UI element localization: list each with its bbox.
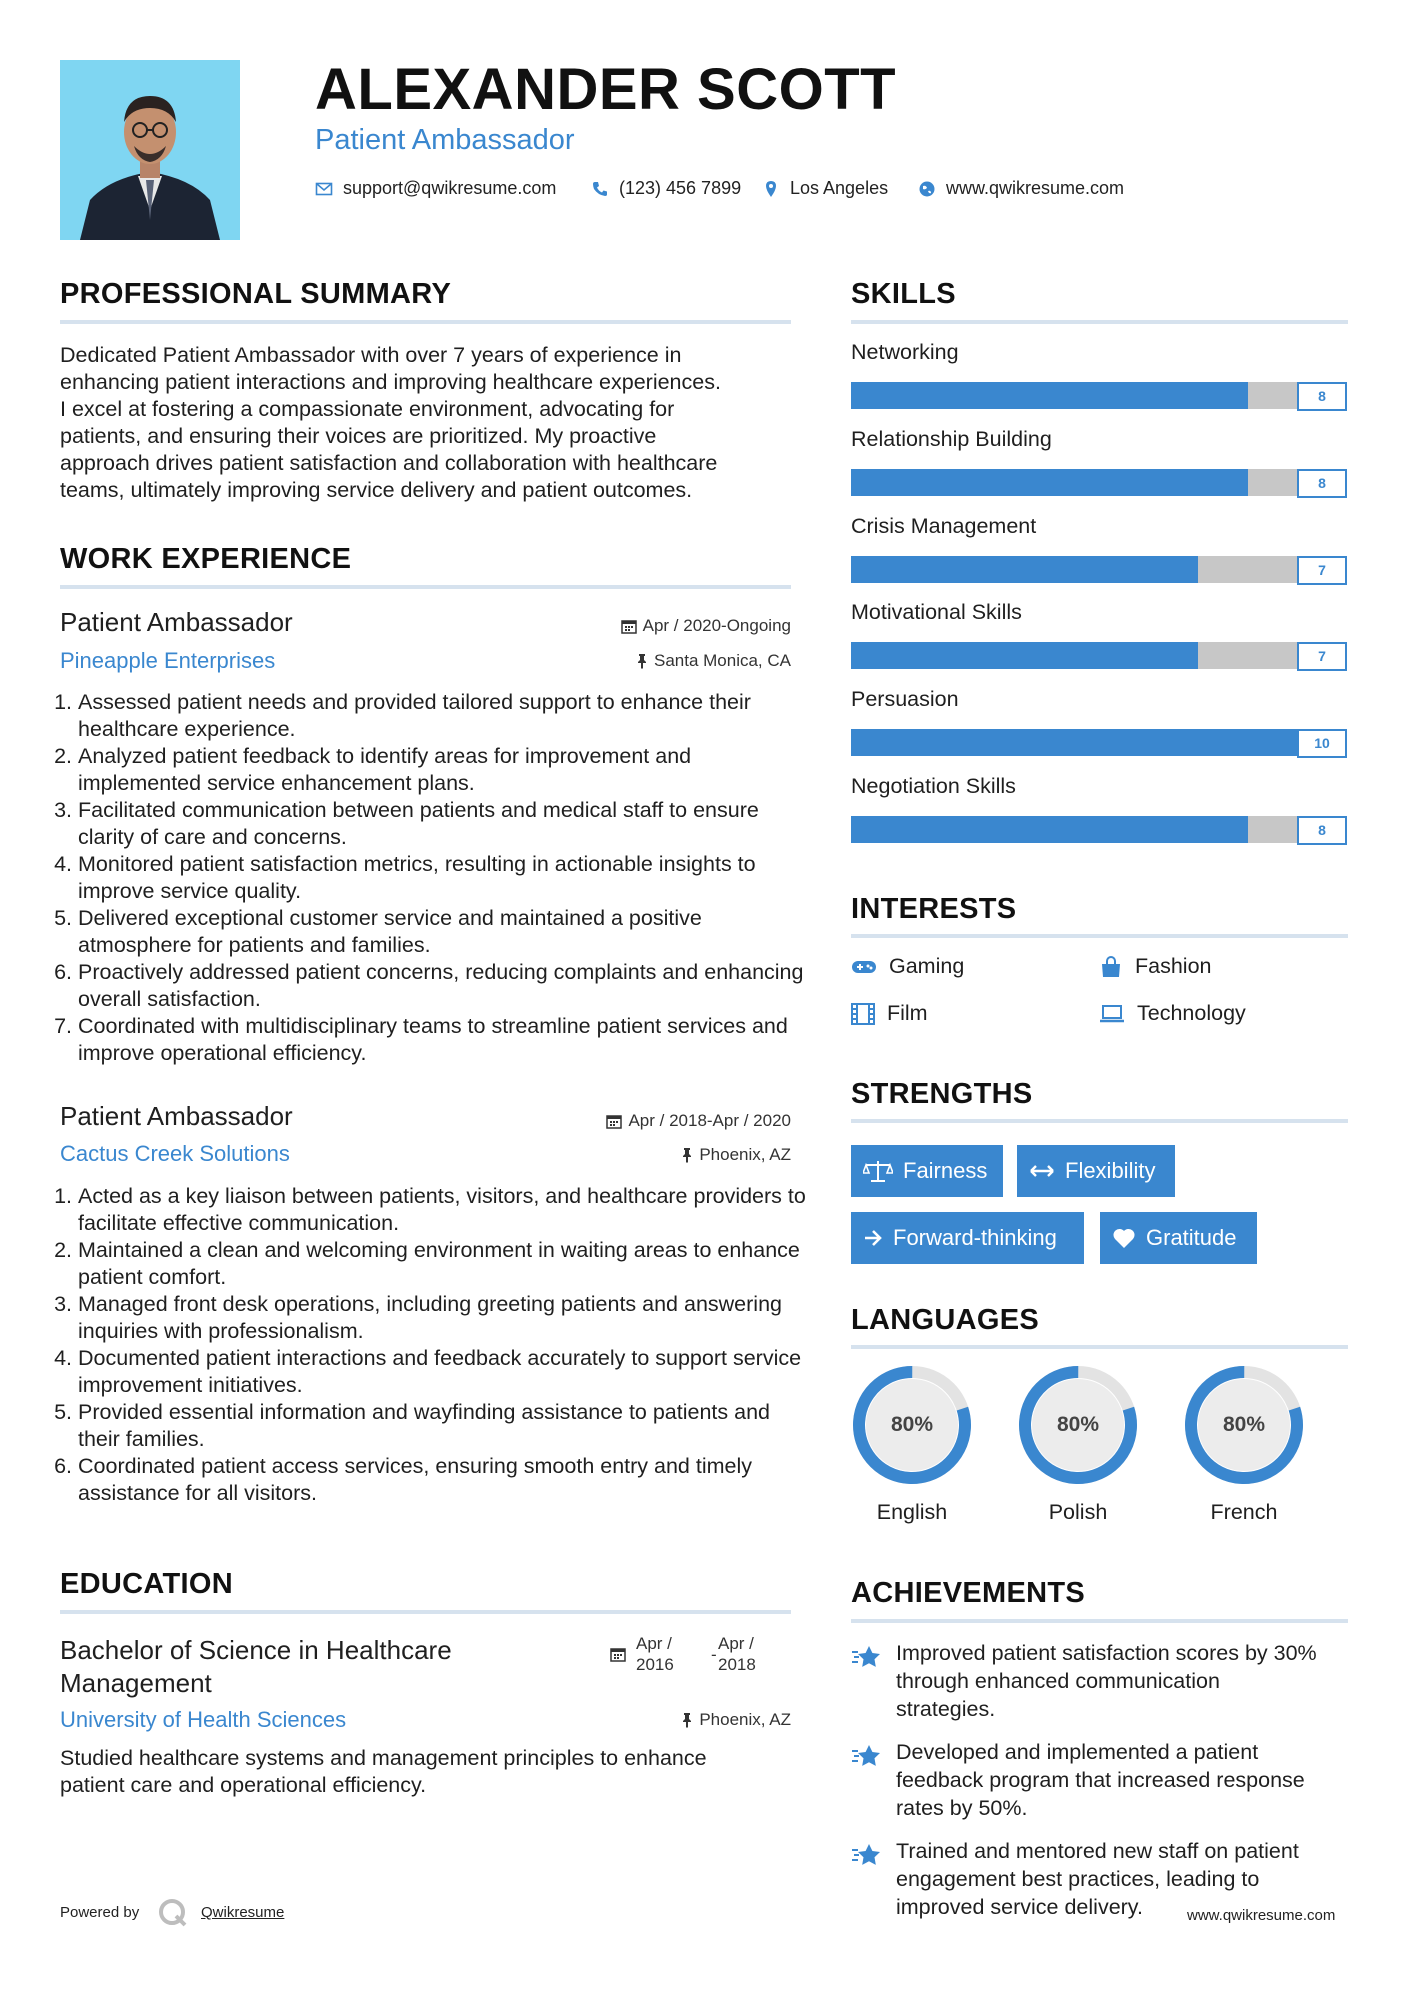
star-icon	[851, 1643, 883, 1671]
skill-level-badge: 10	[1297, 729, 1347, 758]
contact-phone-text: (123) 456 7899	[619, 178, 742, 198]
footer-site[interactable]: www.qwikresume.com	[1187, 1907, 1336, 1924]
job-dates-text: Apr / 2018-Apr / 2020	[628, 1111, 791, 1130]
achievement-item	[851, 1742, 883, 1775]
interest-fashion	[1099, 954, 1212, 979]
achievement-line: Improved patient satisfaction scores by 30%	[896, 1641, 1317, 1665]
achievement-text	[896, 1738, 1356, 1822]
achievements-divider	[851, 1619, 1348, 1623]
summary-line: Dedicated Patient Ambassador with over 7 years of experience in	[60, 343, 682, 367]
summary-line: enhancing patient interactions and improving healthcare experiences.	[60, 370, 721, 394]
language-ring	[1017, 1364, 1139, 1486]
education-end	[718, 1633, 756, 1675]
strength-label: Flexibility	[1065, 1158, 1156, 1183]
start-month: Apr /	[636, 1634, 672, 1653]
q-logo-icon	[158, 1898, 188, 1928]
bullet-item: 5. Delivered exceptional customer service and maintained a positive atmosphere for patients and families.	[78, 905, 808, 959]
profile-photo	[60, 60, 240, 240]
interest-gaming	[851, 954, 964, 979]
skill-bar	[851, 729, 1347, 756]
calendar-icon	[621, 618, 637, 634]
languages-heading: LANGUAGES	[851, 1304, 1039, 1336]
skill-label: Persuasion	[851, 687, 959, 711]
skill-bar-fill	[851, 729, 1347, 756]
date-separator: -	[711, 1645, 717, 1664]
summary-line: I excel at fostering a compassionate environment, advocating for	[60, 397, 675, 421]
strength-forward-thinking	[851, 1212, 1084, 1264]
skill-bar-fill	[851, 816, 1248, 843]
bullet-item: 5. Provided essential information and wayfinding assistance to patients and their families.	[78, 1399, 808, 1453]
achievement-line: Developed and implemented a patient	[896, 1740, 1259, 1764]
interest-film	[851, 1001, 928, 1026]
work-divider	[60, 585, 791, 589]
bullet-item: 6. Coordinated patient access services, ensuring smooth entry and timely assistance for all visitors.	[78, 1453, 808, 1507]
map-marker-icon	[762, 180, 780, 198]
shopping-bag-icon	[1099, 955, 1123, 979]
degree-title	[60, 1634, 452, 1700]
candidate-title: Patient Ambassador	[315, 124, 575, 156]
strength-label: Forward-thinking	[893, 1225, 1057, 1250]
school-name: University of Health Sciences	[60, 1707, 347, 1732]
pin-icon	[636, 653, 648, 669]
globe-icon	[918, 180, 936, 198]
achievement-line: Trained and mentored new staff on patient	[896, 1839, 1299, 1863]
summary-heading: PROFESSIONAL SUMMARY	[60, 278, 452, 310]
language-name: French	[1210, 1500, 1278, 1524]
achievement-line: rates by 50%.	[896, 1796, 1028, 1820]
contact-location	[762, 178, 888, 199]
bullet-item: 2. Maintained a clean and welcoming environment in waiting areas to enhance patient comfort.	[78, 1237, 808, 1291]
skill-level-badge: 7	[1297, 556, 1347, 585]
end-month: Apr /	[718, 1634, 754, 1653]
interest-label: Gaming	[889, 954, 965, 978]
language-percent: 80%	[1222, 1413, 1266, 1436]
language-percent: 80%	[1056, 1413, 1100, 1436]
language-percent: 80%	[890, 1413, 934, 1436]
star-icon	[851, 1841, 883, 1869]
language-ring	[1183, 1364, 1305, 1486]
bullet-item: 3. Managed front desk operations, including greeting patients and answering inquiries with professionalism.	[78, 1291, 808, 1345]
gamepad-icon	[851, 958, 877, 976]
contact-email[interactable]	[315, 178, 556, 199]
skill-level-badge: 8	[1297, 816, 1347, 845]
achievements-heading: ACHIEVEMENTS	[851, 1577, 1086, 1609]
work-heading: WORK EXPERIENCE	[60, 543, 352, 575]
job-bullets	[60, 1183, 808, 1507]
calendar-icon	[606, 1113, 622, 1129]
job-location	[491, 1145, 791, 1165]
summary-divider	[60, 320, 791, 324]
education-calendar	[610, 1646, 626, 1667]
skills-divider	[851, 320, 1348, 324]
achievement-line: improved service delivery.	[896, 1895, 1143, 1919]
language-name: English	[876, 1500, 948, 1524]
skill-label: Networking	[851, 340, 959, 364]
skill-level-badge: 8	[1297, 382, 1347, 411]
job-location-text: Phoenix, AZ	[699, 1145, 791, 1164]
heart-icon	[1112, 1227, 1136, 1249]
skill-level-badge: 7	[1297, 642, 1347, 671]
pin-icon	[681, 1147, 693, 1163]
contact-website[interactable]	[918, 178, 1124, 199]
achievement-item	[851, 1643, 883, 1676]
strength-label: Gratitude	[1146, 1225, 1237, 1250]
skill-bar	[851, 382, 1347, 409]
arrows-horizontal-icon	[1029, 1164, 1055, 1178]
skill-label: Motivational Skills	[851, 600, 1022, 624]
education-desc-line: patient care and operational efficiency.	[60, 1773, 427, 1797]
language-ring	[851, 1364, 973, 1486]
summary-text	[60, 342, 800, 504]
start-year: 2016	[636, 1655, 674, 1674]
education-location-text: Phoenix, AZ	[699, 1710, 791, 1729]
skill-label: Relationship Building	[851, 427, 1052, 451]
bullet-item: 4. Documented patient interactions and feedback accurately to support service improvement initiatives.	[78, 1345, 808, 1399]
balance-scale-icon	[863, 1159, 893, 1183]
contact-email-text: support@qwikresume.com	[343, 178, 557, 198]
achievement-text	[896, 1639, 1356, 1723]
achievement-line: through enhanced communication	[896, 1669, 1220, 1693]
skill-level-badge: 8	[1297, 469, 1347, 498]
summary-line: patients, and ensuring their voices are prioritized. My proactive	[60, 424, 657, 448]
calendar-icon	[610, 1646, 626, 1662]
education-desc-line: Studied healthcare systems and management principles to enhance	[60, 1746, 707, 1770]
strength-label: Fairness	[903, 1158, 988, 1183]
job-dates-text: Apr / 2020-Ongoing	[642, 616, 791, 635]
languages-divider	[851, 1345, 1348, 1349]
education-description	[60, 1745, 800, 1799]
interest-technology	[1099, 1001, 1246, 1026]
interest-label: Film	[887, 1001, 928, 1025]
job-dates	[491, 1111, 791, 1131]
strength-fairness	[851, 1145, 1003, 1197]
skills-heading: SKILLS	[851, 278, 956, 310]
interest-label: Fashion	[1135, 954, 1212, 978]
summary-line: teams, ultimately improving service delivery and patient outcomes.	[60, 478, 693, 502]
interests-heading: INTERESTS	[851, 893, 1017, 925]
strength-flexibility	[1017, 1145, 1175, 1197]
skill-label: Negotiation Skills	[851, 774, 1016, 798]
strengths-heading: STRENGTHS	[851, 1078, 1033, 1110]
bullet-item: 1. Assessed patient needs and provided tailored support to enhance their healthcare experience.	[78, 689, 808, 743]
bullet-item: 6. Proactively addressed patient concerns, reducing complaints and enhancing overall satisfaction.	[78, 959, 808, 1013]
skill-bar	[851, 469, 1347, 496]
bullet-item: 4. Monitored patient satisfaction metrics, resulting in actionable insights to improve service quality.	[78, 851, 808, 905]
achievement-line: strategies.	[896, 1697, 996, 1721]
education-start	[636, 1633, 674, 1675]
envelope-icon	[315, 180, 333, 198]
contact-website-text: www.qwikresume.com	[946, 178, 1125, 198]
skill-bar-fill	[851, 642, 1198, 669]
achievement-line: feedback program that increased response	[896, 1768, 1305, 1792]
education-location	[491, 1710, 791, 1730]
skill-bar	[851, 816, 1347, 843]
skill-bar	[851, 642, 1347, 669]
phone-icon	[591, 180, 609, 198]
bullet-item: 2. Analyzed patient feedback to identify areas for improvement and implemented service enhancement plans.	[78, 743, 808, 797]
bullet-item: 7. Coordinated with multidisciplinary teams to streamline patient services and improve operational efficiency.	[78, 1013, 808, 1067]
contact-phone[interactable]	[591, 178, 741, 199]
job-title: Patient Ambassador	[60, 607, 293, 637]
degree-line: Management	[60, 1668, 212, 1698]
interests-divider	[851, 934, 1348, 938]
star-icon	[851, 1742, 883, 1770]
strengths-divider	[851, 1119, 1348, 1123]
contact-location-text: Los Angeles	[790, 178, 889, 198]
bullet-item: 3. Facilitated communication between patients and medical staff to ensure clarity of care and concerns.	[78, 797, 808, 851]
qwikresume-link[interactable]: Qwikresume	[201, 1904, 285, 1921]
education-heading: EDUCATION	[60, 1568, 233, 1600]
job-company: Pineapple Enterprises	[60, 648, 276, 673]
powered-by-label: Powered by	[60, 1904, 140, 1921]
degree-line: Bachelor of Science in Healthcare	[60, 1635, 452, 1665]
end-year: 2018	[718, 1655, 756, 1674]
language-name: Polish	[1048, 1500, 1108, 1524]
skill-bar-fill	[851, 382, 1248, 409]
achievement-line: engagement best practices, leading to	[896, 1867, 1260, 1891]
job-title: Patient Ambassador	[60, 1101, 293, 1131]
skill-bar-fill	[851, 556, 1198, 583]
summary-line: approach drives patient satisfaction and collaboration with healthcare	[60, 451, 718, 475]
job-location-text: Santa Monica, CA	[653, 651, 791, 670]
job-dates	[491, 616, 791, 636]
bullet-item: 1. Acted as a key liaison between patients, visitors, and healthcare providers to facilitate effective communication.	[78, 1183, 808, 1237]
film-icon	[851, 1003, 875, 1025]
interest-label: Technology	[1137, 1001, 1246, 1025]
qwikresume-logo	[158, 1898, 188, 1933]
arrow-right-icon	[863, 1228, 883, 1248]
skill-bar-fill	[851, 469, 1248, 496]
skill-label: Crisis Management	[851, 514, 1037, 538]
education-divider	[60, 1610, 791, 1614]
job-bullets	[60, 689, 808, 1067]
laptop-icon	[1099, 1004, 1125, 1024]
candidate-name: ALEXANDER SCOTT	[315, 57, 897, 122]
pin-icon	[681, 1712, 693, 1728]
achievement-item	[851, 1841, 883, 1874]
job-location	[491, 651, 791, 671]
strength-gratitude	[1100, 1212, 1257, 1264]
skill-bar	[851, 556, 1347, 583]
job-company: Cactus Creek Solutions	[60, 1141, 290, 1166]
